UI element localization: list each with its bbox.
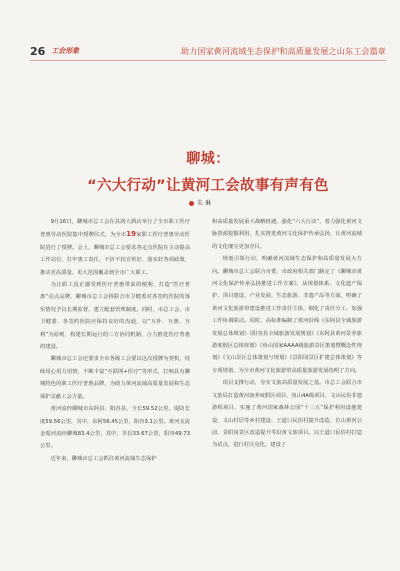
header-divider [30,60,386,61]
author-name: 朱 琳 [197,200,211,207]
author-dot-icon [189,201,194,206]
paragraph [40,216,190,279]
right-column [212,216,362,452]
page-header [30,44,386,58]
paragraph: 聊城市总工会还要求全市各级工会要以这次授牌为契机，持续用心用力用情，不断丰富“互联网+医疗”等形式，打响具有聊城特色的职工医疗普惠品牌，为助力黄河流域高质量发展和生态保护贡献工会力量。 [40,356,190,400]
paragraph: 项目支撑行动，夯实文旅高质量发展之基。市总工会联合市文旅局打造黄河康养度假区项目、鱼山4A级项目、文山民俗非遗游程项目，实施了黄河国家森林公园“十三五”保护利用设施建设、文山村居等乡村建设、王道口民俗村提升改造、位山黄河公园、景阳冈景区改造提升等沿黄文旅项目。以王道口民俗村打造为试点，进行村庄亮化，建设了 [212,380,363,449]
left-column [40,216,190,465]
paragraph: 和高质量发展重大战略机遇，强化“六大行动”，着力强化黄河文脉资源挖掘利用，扎实推进黄河文化保护传承弘扬，让黄河流域的文化瑰宝更加夺目。 [212,219,362,250]
paragraph: 近年来，聊城市总工会抓住黄河流域生态保护 [50,455,157,462]
paragraph: 黄河流经聊城市东阿县、阳谷县，全长59.52公里，堤防长度59.56公里，其中，东阿56.45公里，阳谷3.1公里。黄河支流金堤河流经聊城83.4公里，其中，莘县33.67公里，阳谷49.73公里。 [40,406,190,450]
byline [0,198,400,207]
highlight-number: 19 [126,230,137,239]
paragraph-text: 家职工医疗普惠劳动医院进行了授牌。会上，聊城市总工会要求各定点医院在主动提高工作站位，打牢惠工责任，不折不扣宣传好、落实好各项政策，推动更高质量、更大范围覆盖到全市广大职工。 [40,232,190,276]
article-title-line2: “六大行动”让黄河工会故事有声有色 [87,178,329,194]
page-number: 26 [30,44,46,58]
article-title [30,148,386,195]
article-title-line1: 聊城： [186,151,230,167]
section-label: 工会形象 [51,47,80,55]
issue-title: 助力国家黄河流域生态保护和高质量发展之山东工会篇章 [181,46,386,56]
paragraph-text: 9月16日，聊城市总工会在县润大酒店举行了全市职工医疗普惠劳动医院集中授牌仪式，为全市 [40,219,190,239]
paragraph: 为让职工真正感受到医疗普惠带来的便利，打造“医疗普惠”亮点品牌，聊城市总工会将联合市卫健委对各签约医院的落实情况予以长期监督，建立配套管理制度。同时，市总工会、市卫健委、各签约医院应保持良好的沟通，以“互补、互惠、互利”为原则，构建长期运行的三方协同机制，合力推进医疗普惠的建设。 [40,282,190,351]
paragraph: 规划引领行动，明确黄河流域生态保护和高质量发展大方向。聊城市总工会联合市委、市政府相关部门制定了《聊城市黄河文化保护传承弘扬推进工作方案》，从规划体系、文化遗产保护、项目建设、产业发展、生态旅游、非遗产品等方面，明确了黄河文化旅游带建设推进工作责任主体，细化了责任分工，加强工作协调联动。同时，高标准编制了黄河沿线《东阿县全域旅游发展总体规划》《阳谷县全域旅游发展规划》《东阿县黄河景养旅游度假区总体规划》《鱼山国家AAAA级旅游景区策划暨概念性规划》《文山景区总体策划与规划》《景阳冈景区扩建总体策划》等专项规划，为全市黄河文化旅游带高质量旅游发展指明了方向。 [212,256,363,374]
